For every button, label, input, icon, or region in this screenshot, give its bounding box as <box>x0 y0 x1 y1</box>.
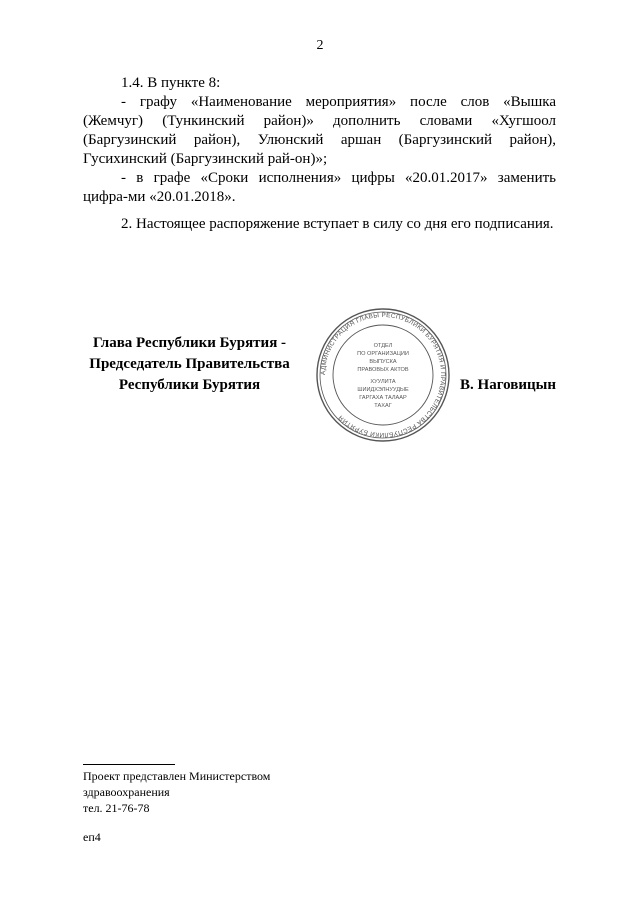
signer-name: В. Наговицын <box>460 377 556 393</box>
footer-line: здравоохранения <box>83 785 170 799</box>
seal-inner-text: ТАХАГ <box>374 403 392 409</box>
footer-line: тел. 21-76-78 <box>83 801 150 815</box>
seal-inner-text: ОТДЕЛ <box>373 343 393 349</box>
signature-title-line: Республики Бурятия <box>118 377 261 393</box>
signature-title-block <box>83 333 296 396</box>
paragraph-deadline-amendment: - в графе «Сроки исполнения» цифры «20.01.2017» заменить цифра-ми «20.01.2018». <box>83 170 556 205</box>
document-body <box>83 74 556 207</box>
paragraph-item-1-4: 1.4. В пункте 8: <box>121 75 221 91</box>
paragraph-effective-date: 2. Настоящее распоряжение вступает в силу со дня его подписания. <box>121 216 554 232</box>
seal-inner-text: ХУУЛИТА <box>370 379 396 385</box>
signature-title-line: Глава Республики Бурятия - <box>92 335 287 351</box>
paragraph-activity-name-amendment: - графу «Наименование мероприятия» после слов «Вышка (Жемчуг) (Тункинский район)» дополнить словами «Хугшоол (Баргузинский район), Улюнский аршан (Баргузинский район), Гусихинский (Баргузинский рай-он)»; <box>83 94 556 167</box>
page-number: 2 <box>316 38 324 53</box>
signature-title-line: Председатель Правительства <box>89 356 290 372</box>
footer-divider <box>83 764 175 765</box>
seal-inner-text: ВЫПУСКА <box>369 359 397 365</box>
official-seal-stamp <box>313 305 453 445</box>
document-code: еп4 <box>83 830 101 844</box>
footer-line: Проект представлен Министерством <box>83 769 271 783</box>
seal-inner-text: ШИИДХЭЛНУУДЫЕ <box>357 387 409 393</box>
seal-inner-text: ГАРГАХА ТАЛААР <box>359 395 407 401</box>
footer-note <box>83 768 270 816</box>
seal-ring-text: АДМИНИСТРАЦИЯ ГЛАВЫ РЕСПУБЛИКИ БУРЯТИЯ И ПРАВИТЕЛЬСТВА РЕСПУБЛИКИ БУРЯТИЯ <box>319 311 447 439</box>
seal-inner-text: ПРАВОВЫХ АКТОВ <box>357 367 409 373</box>
seal-inner-text: ПО ОРГАНИЗАЦИИ <box>357 351 409 357</box>
document-body-final <box>83 215 556 234</box>
